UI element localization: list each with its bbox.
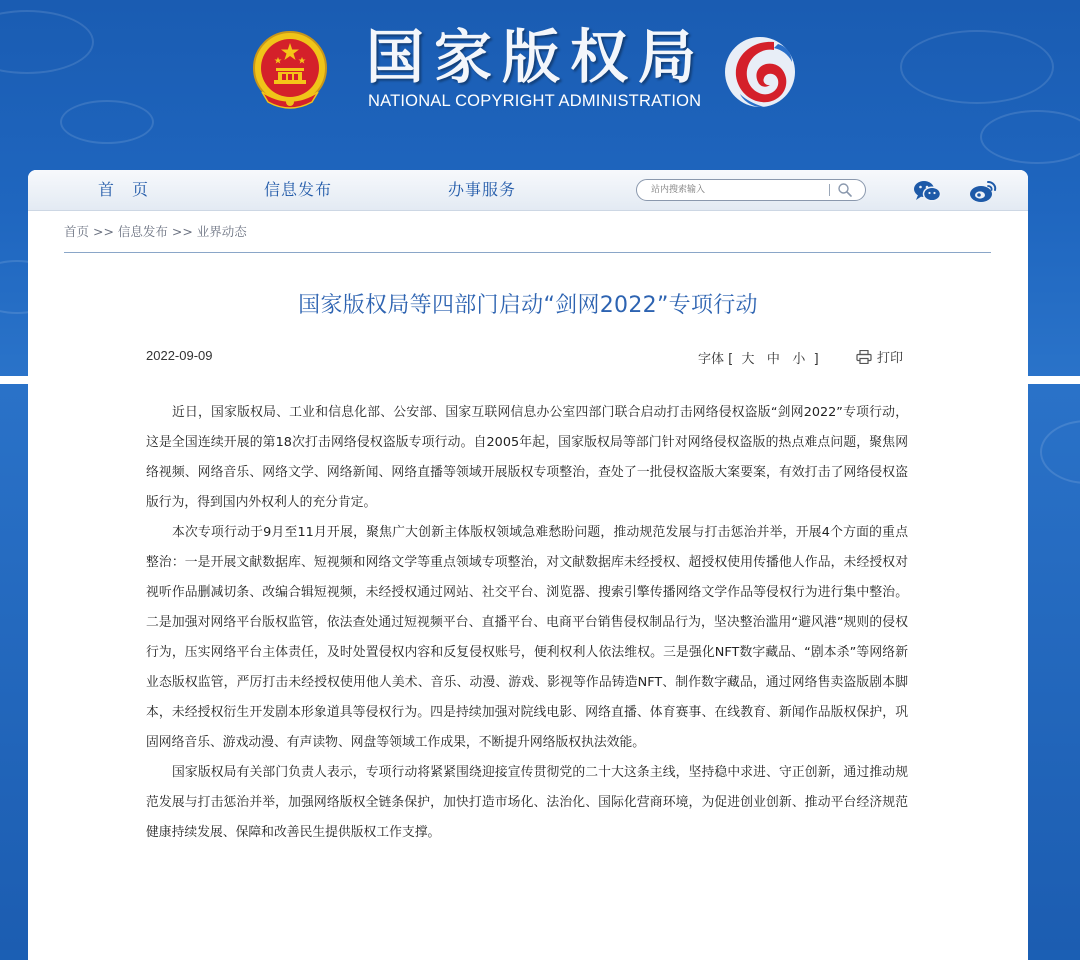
site-title: 国家版权局 — [366, 23, 707, 91]
national-emblem-icon — [252, 30, 328, 112]
article-paragraph: 国家版权局有关部门负责人表示，专项行动将紧紧围绕迎接宣传贯彻党的二十大这条主线，坚持稳中求进、守正创新，通过推动规范发展与打击惩治并举，加强网络版权全链条保护，加快打造市场化、法治化、国际化营商环境，为促进创业创新、推动平台经济规范健康持续发展、保障和改善民生提供版权工作支撑。 — [146, 765, 908, 840]
site-header — [0, 0, 1080, 150]
font-size-small[interactable]: 小 — [792, 352, 806, 367]
article-paragraph: 本次专项行动于9月至11月开展，聚焦广大创新主体版权领域急难愁盼问题，推动规范发展与打击惩治并举，开展4个方面的重点整治：一是开展文献数据库、短视频和网络文学等重点领域专项整治，对文献数据库未经授权、超授权使用传播他人作品，未经授权对视听作品删减切条、改编合辑短视频，未经授权通过网站、社交平台、浏览器、搜索引擎传播网络文学作品等侵权行为进行集中整治。二是加强对网络平台版权监管，依法查处通过短视频平台、直播平台、电商平台销售侵权制品行为，坚决整治滥用“避风港”规则的侵权行为，压实网络平台主体责任，及时处置侵权内容和反复侵权账号，便利权利人依法维权。三是强化NFT数字藏品、“剧本杀”等网络新业态版权监管，严厉打击未经授权使用他人美术、音乐、动漫、游戏、影视等作品铸造NFT、制作数字藏品，通过网络售卖盗版剧本脚本，未经授权衍生开发剧本形象道具等侵权行为。四是持续加强对院线电影、网络直播、体育赛事、在线教育、新闻作品版权保护，巩固网络音乐、游戏动漫、有声读物、网盘等领域工作成果，不断提升网络版权执法效能。 — [146, 525, 908, 750]
font-size-medium[interactable]: 中 — [766, 352, 780, 367]
article-paragraph: 近日，国家版权局、工业和信息化部、公安部、国家互联网信息办公室四部门联合启动打击网络侵权盗版“剑网2022”专项行动，这是全国连续开展的第18次打击网络侵权盗版专项行动。自2005年起，国家版权局等部门针对网络侵权盗版的热点难点问题，聚焦网络视频、网络音乐、网络文学、网络新闻、网络直播等领域开展版权专项整治，查处了一批侵权盗版大案要案，有效打击了网络侵权盗版行为，得到国内外权利人的充分肯定。 — [146, 405, 908, 510]
wechat-icon[interactable] — [912, 178, 942, 204]
font-size-large[interactable]: 大 — [741, 352, 755, 367]
nca-logo-icon — [722, 32, 798, 110]
printer-icon — [856, 350, 872, 364]
font-size-close: ] — [813, 352, 819, 367]
article-body — [146, 398, 908, 848]
nav-item-home[interactable]: 首 页 — [98, 180, 150, 199]
article-title: 国家版权局等四部门启动“剑网2022”专项行动 — [298, 293, 758, 318]
print-button[interactable] — [856, 347, 903, 366]
article-date: 2022-09-09 — [146, 348, 213, 363]
breadcrumb[interactable]: 首页 >> 信息发布 >> 业界动态 — [64, 224, 247, 239]
search-input[interactable] — [651, 182, 823, 198]
main-nav — [28, 170, 1028, 211]
font-size-label: 字体 [ — [698, 352, 734, 367]
content-card — [28, 170, 1028, 960]
nav-item-info-release[interactable]: 信息发布 — [264, 180, 333, 199]
breadcrumb-divider — [64, 252, 991, 253]
print-label: 打印 — [877, 351, 904, 366]
search-box — [636, 179, 866, 201]
search-icon[interactable] — [837, 182, 853, 198]
search-divider — [829, 184, 830, 196]
nav-item-services[interactable]: 办事服务 — [448, 180, 517, 199]
site-title-english: NATIONAL COPYRIGHT ADMINISTRATION — [368, 92, 702, 110]
weibo-icon[interactable] — [968, 178, 998, 204]
font-size-control — [698, 348, 819, 367]
